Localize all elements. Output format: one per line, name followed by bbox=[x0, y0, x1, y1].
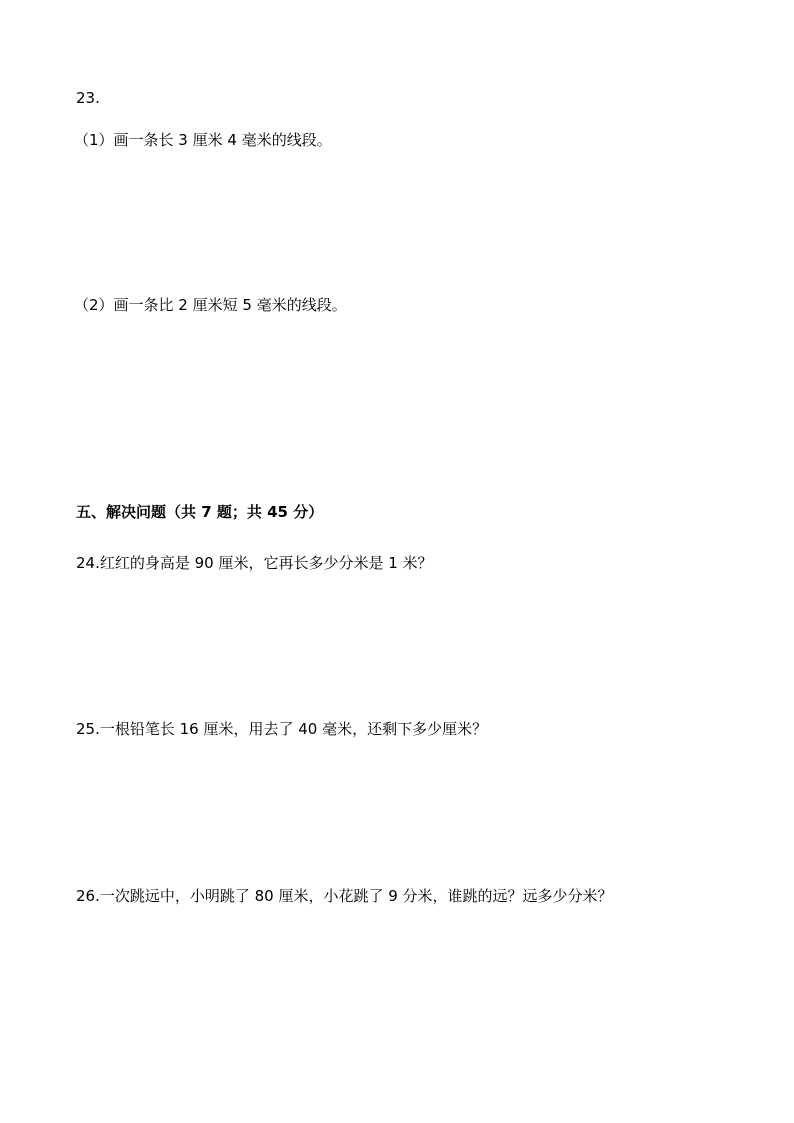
question-23-number: 23. bbox=[76, 89, 100, 107]
question-25: 25.一根铅笔长 16 厘米，用去了 40 毫米，还剩下多少厘米？ bbox=[76, 720, 488, 738]
question-24: 24.红红的身高是 90 厘米，它再长多少分米是 1 米？ bbox=[76, 554, 433, 572]
question-23-part-1: （1）画一条长 3 厘米 4 毫米的线段。 bbox=[74, 131, 332, 149]
question-26: 26.一次跳远中，小明跳了 80 厘米，小花跳了 9 分米，谁跳的远？远多少分米？ bbox=[76, 887, 613, 905]
section-5-heading: 五、解决问题（共 7 题；共 45 分） bbox=[76, 503, 324, 521]
question-23-part-2: （2）画一条比 2 厘米短 5 毫米的线段。 bbox=[74, 296, 347, 314]
